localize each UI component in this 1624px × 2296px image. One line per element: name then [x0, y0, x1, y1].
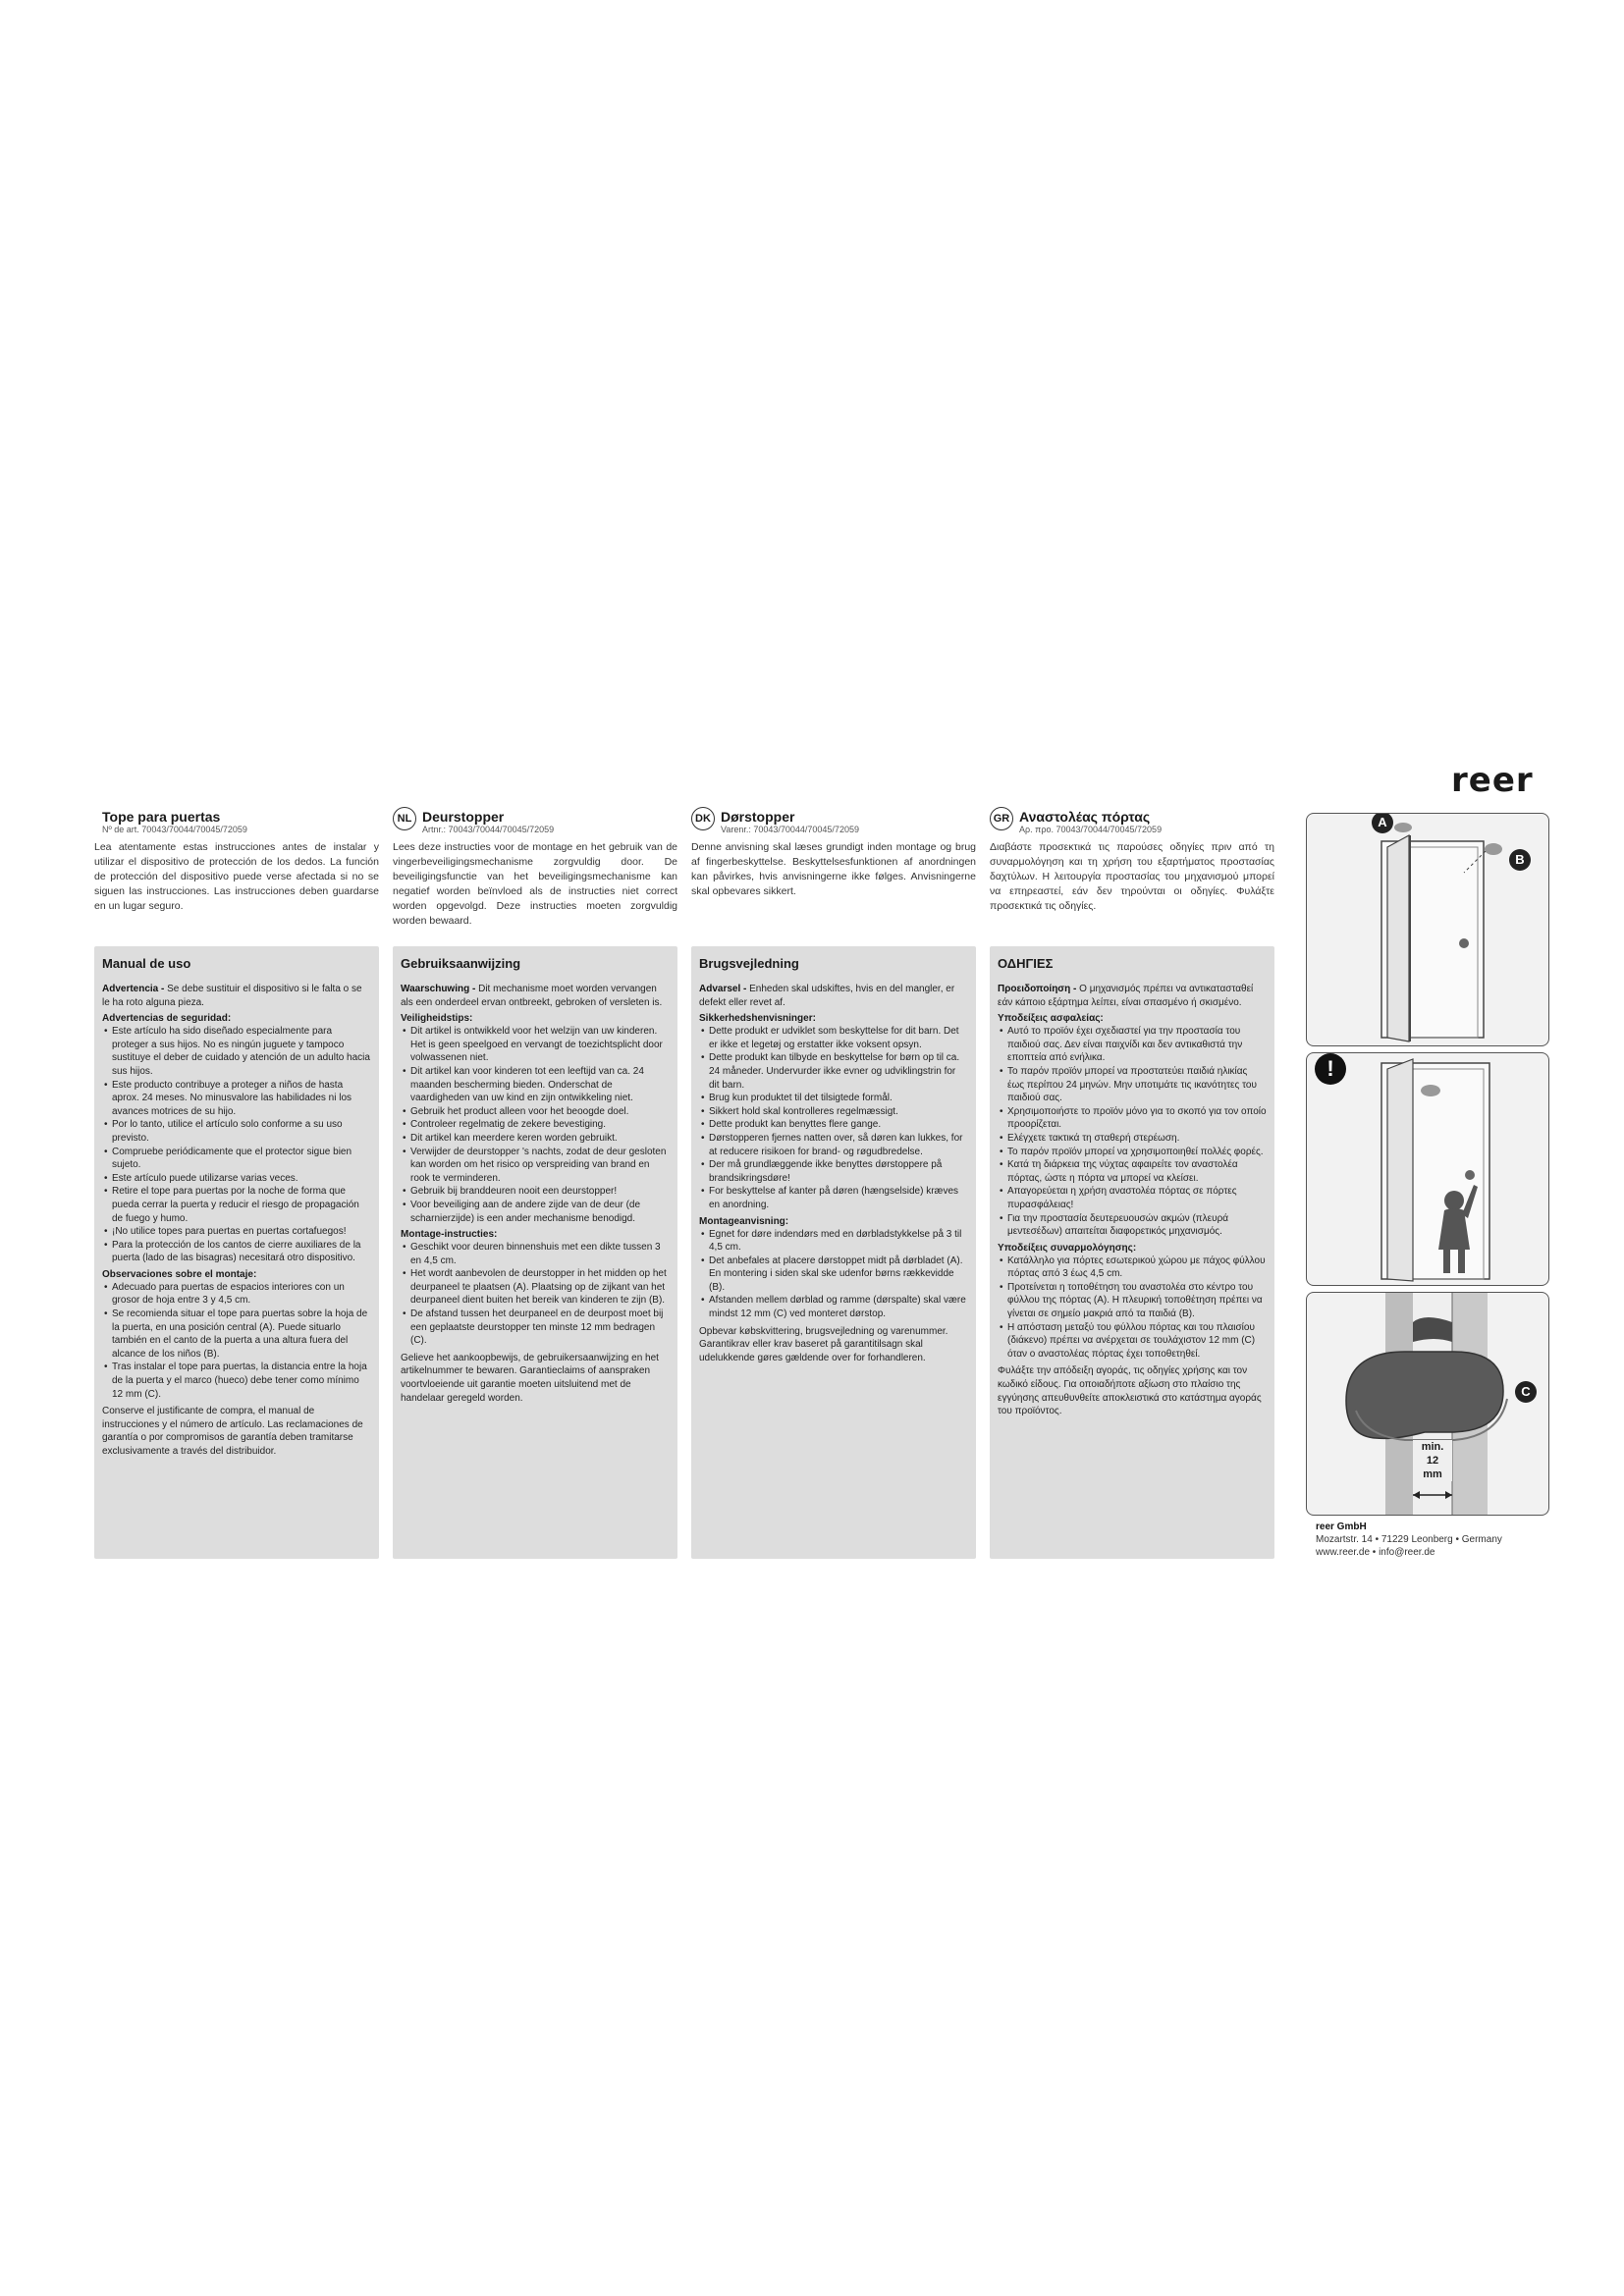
company-address: Mozartstr. 14 • 71229 Leonberg • Germany: [1316, 1534, 1502, 1545]
list-item: • Voor beveiliging aan de andere zijde van de deur (de scharnierzijde) is een ander mechanisme benodigd.: [410, 1199, 670, 1225]
article-gr: Αρ. προ. 70043/70044/70045/72059: [1019, 825, 1163, 834]
title-gr: Αναστολέας πόρτας: [1019, 809, 1151, 825]
paragraph: [102, 983, 371, 1009]
article-dk: Varenr.: 70043/70044/70045/72059: [721, 825, 859, 834]
paragraph: [998, 983, 1267, 1009]
list-item: • Κατά τη διάρκεια της νύχτας αφαιρείτε τον αναστολέα πόρτας, ώστε η πόρτα να μπορεί να κλείσει.: [1007, 1158, 1267, 1185]
figure-door-positions: [1306, 813, 1549, 1046]
list-item: • Este artículo ha sido diseñado especialmente para proteger a sus hijos. No es ningún juguete y tampoco sustituye el deber de cuidado y atención de un adulto hacia sus hijos.: [112, 1025, 371, 1078]
gap-unit: mm: [1423, 1468, 1442, 1480]
box-title-es: Manual de uso: [102, 956, 191, 971]
list-item: • Το παρόν προϊόν μπορεί να χρησιμοποιηθεί πολλές φορές.: [1007, 1146, 1267, 1159]
list-item: • Adecuado para puertas de espacios interiores con un grosor de hoja entre 3 y 4,5 cm.: [112, 1281, 371, 1308]
company-footer: [1316, 1521, 1502, 1559]
list-item: • Η απόσταση μεταξύ του φύλλου πόρτας και του πλαισίου (διάκενο) πρέπει να ανέρχεται σε τουλάχιστον 12 mm (C) όταν ο αναστολέας πόρτας έχει τοποθετηθεί.: [1007, 1321, 1267, 1362]
intro-dk: Denne anvisning skal læses grundigt inden montage og brug af fingerbeskyttelse. Beskyttelsesfunktionen af anordningen kan påvirkes, hvis anvisningerne ikke følges. Anvisningerne skal opbevares sikkert.: [691, 841, 976, 897]
paragraph-text: Dit mechanisme moet worden vervangen als een onderdeel ervan ontbreekt, gebroken of versleten is.: [401, 984, 663, 1008]
list-item: • Egnet for døre indendørs med en dørbladstykkelse på 3 til 4,5 cm.: [709, 1228, 968, 1255]
list-item: • Afstanden mellem dørblad og ramme (dørspalte) skal være mindst 12 mm (C) ved monteret dørstop.: [709, 1294, 968, 1320]
list-item: • Het wordt aanbevolen de deurstopper in het midden op het deurpaneel te plaatsen (A). Plaatsing op de zijkant van het deurpaneel dient buiten het bereik van kinderen te zijn (B).: [410, 1267, 670, 1308]
paragraph: [699, 1325, 968, 1365]
list-item: • Dit artikel is ontwikkeld voor het welzijn van uw kinderen. Het is geen speelgoed en vervangt de toezichtsplicht door volwassenen niet.: [410, 1025, 670, 1065]
box-title-dk: Brugsvejledning: [699, 956, 799, 971]
paragraph: [998, 1364, 1267, 1417]
column-nl: [393, 807, 677, 929]
list-item: • Este artículo puede utilizarse varias veces.: [112, 1172, 371, 1186]
label-c: C: [1515, 1381, 1537, 1403]
list-item: • For beskyttelse af kanter på døren (hængselside) kræves en anordning.: [709, 1185, 968, 1211]
section-heading: Montage-instructies:: [401, 1229, 498, 1241]
manual-box-nl: [393, 946, 677, 1559]
column-es: [94, 807, 379, 914]
bullet-list: [998, 1255, 1267, 1362]
list-item: • ¡No utilice topes para puertas en puertas cortafuegos!: [112, 1225, 371, 1239]
box-title-gr: ΟΔΗΓΙΕΣ: [998, 956, 1054, 971]
paragraph-text: Gelieve het aankoopbewijs, de gebruikersaanwijzing en het artikelnummer te bewaren. Garantieclaims of aanspraken voortvloeiende uit garantie moeten uitsluitend met de handelaar geregeld worden.: [401, 1352, 659, 1404]
list-item: • Αυτό το προϊόν έχει σχεδιαστεί για την προστασία του παιδιού σας. Δεν είναι παιχνίδι και δεν αντικαθιστά την εποπτεία από ενήλικα.: [1007, 1025, 1267, 1065]
stopper-gap-illustration: [1307, 1293, 1548, 1515]
child-door-illustration: [1307, 1053, 1548, 1285]
list-item: • Retire el tope para puertas por la noche de forma que pueda cerrar la puerta y reducir el riesgo de propagación de fuego y humo.: [112, 1185, 371, 1225]
section-heading: Observaciones sobre el montaje:: [102, 1268, 257, 1280]
label-a: A: [1372, 813, 1393, 833]
article-nl: Artnr.: 70043/70044/70045/72059: [422, 825, 555, 834]
list-item: • Χρησιμοποιήστε το προϊόν μόνο για το σκοπό για τον οποίο προορίζεται.: [1007, 1105, 1267, 1132]
paragraph-text: Ο μηχανισμός πρέπει να αντικατασταθεί εάν κάποιο εξάρτημα λείπει, είναι σπασμένο ή σκισμένο.: [998, 984, 1254, 1008]
section-heading: Advertencias de seguridad:: [102, 1013, 232, 1025]
list-item: • Dette produkt kan tilbyde en beskyttelse for børn op til ca. 24 måneder. Undervurder ikke evner og udviklingstrin for dit barn.: [709, 1051, 968, 1092]
list-item: • Para la protección de los cantos de cierre auxiliares de la puerta (lado de las bisagras) necesitará otro dispositivo.: [112, 1239, 371, 1265]
paragraph-lead: Προειδοποίηση -: [998, 984, 1077, 994]
manual-box-es: [94, 946, 379, 1559]
bullet-list: [401, 1241, 670, 1348]
list-item: • Dit artikel kan meerdere keren worden gebruikt.: [410, 1132, 670, 1146]
paragraph: [699, 983, 968, 1009]
list-item: • Κατάλληλο για πόρτες εσωτερικού χώρου με πάχος φύλλου πόρτας από 3 έως 4,5 cm.: [1007, 1255, 1267, 1281]
list-item: • Dette produkt er udviklet som beskyttelse for dit barn. Det er ikke et legetøj og erstatter ikke voksent opsyn.: [709, 1025, 968, 1051]
list-item: • Se recomienda situar el tope para puertas sobre la hoja de la puerta, en una posición central (A). Puede situarlo también en el canto de la puerta a una altura fuera del alcance de los niños (B).: [112, 1308, 371, 1361]
list-item: • Gebruik het product alleen voor het beoogde doel.: [410, 1105, 670, 1119]
paragraph-text: Conserve el justificante de compra, el manual de instrucciones y el número de artículo. Las reclamaciones de garantía o por compromisos de garantía deben tramitarse exclusivamente a través del distribuidor.: [102, 1406, 363, 1457]
paragraph-text: Se debe sustituir el dispositivo si le falta o se le ha roto alguna pieza.: [102, 984, 362, 1008]
list-item: • Verwijder de deurstopper 's nachts, zodat de deur gesloten kan worden om het risico op verspreiding van brand en rook te verminderen.: [410, 1146, 670, 1186]
title-dk: Dørstopper: [721, 809, 795, 825]
intro-nl: Lees deze instructies voor de montage en het gebruik van de vingerbeveiligingsmechanisme zorgvuldig door. De beveiligingsfunctie van het beveiligingsmechanisme kan negatief worden beïnvloed als de instructies niet correct worden opgevolgd. Deze instructies moeten zorgvuldig worden bewaard.: [393, 841, 677, 927]
list-item: • Sikkert hold skal kontrolleres regelmæssigt.: [709, 1105, 968, 1119]
list-item: • Το παρόν προϊόν μπορεί να προστατεύει παιδιά ηλικίας έως περίπου 24 μηνών. Μην υποτιμάτε τις ικανότητες του παιδιού σας.: [1007, 1065, 1267, 1105]
title-es: Tope para puertas: [102, 809, 221, 825]
paragraph-lead: Advertencia -: [102, 984, 165, 994]
column-dk: [691, 807, 976, 899]
door-illustration: [1307, 814, 1548, 1045]
gap-value: 12: [1426, 1455, 1439, 1467]
list-item: • Ελέγχετε τακτικά τη σταθερή στερέωση.: [1007, 1132, 1267, 1146]
column-gr: [990, 807, 1274, 914]
list-item: • Controleer regelmatig de zekere bevestiging.: [410, 1118, 670, 1132]
warning-icon: !: [1315, 1053, 1346, 1085]
list-item: • Για την προστασία δευτερευουσών ακμών (πλευρά μεντεσέδων) απαιτείται διαφορετικός μηχανισμός.: [1007, 1212, 1267, 1239]
title-nl: Deurstopper: [422, 809, 505, 825]
paragraph: [401, 1352, 670, 1405]
paragraph-lead: Waarschuwing -: [401, 984, 476, 994]
bullet-list: [699, 1025, 968, 1211]
company-web: www.reer.de • info@reer.de: [1316, 1547, 1435, 1558]
list-item: • Por lo tanto, utilice el artículo solo conforme a su uso previsto.: [112, 1118, 371, 1145]
section-heading: Υποδείξεις συναρμολόγησης:: [998, 1242, 1137, 1254]
paragraph-text: Opbevar købskvittering, brugsvejledning og varenummer. Garantikrav eller krav baseret på garantitilsagn skal udelukkende gøres gældende over for forhandleren.: [699, 1325, 948, 1363]
list-item: • Dit artikel kan voor kinderen tot een leeftijd van ca. 24 maanden bescherming bieden. Onderschat de vaardigheden van uw kind en zijn ontwikkeling niet.: [410, 1065, 670, 1105]
bullet-list: [401, 1025, 670, 1225]
paragraph-text: Φυλάξτε την απόδειξη αγοράς, τις οδηγίες χρήσης και τον κωδικό είδους. Για οποιαδήποτε αξίωση στο πλαίσιο της εγγύησης απευθυνθείτε αποκλειστικά στο κατάστημα αγοράς του προϊόντος.: [998, 1365, 1262, 1417]
article-es: Nº de art. 70043/70044/70045/72059: [102, 825, 247, 834]
paragraph: [102, 1405, 371, 1458]
label-b: B: [1509, 849, 1531, 871]
bullet-list: [998, 1025, 1267, 1239]
list-item: • Tras instalar el tope para puertas, la distancia entre la hoja de la puerta y el marco (hueco) debe tener como mínimo 12 mm (C).: [112, 1361, 371, 1401]
section-heading: Veiligheidstips:: [401, 1013, 473, 1025]
manual-box-dk: [691, 946, 976, 1559]
paragraph: [401, 983, 670, 1009]
bullet-list: [102, 1281, 371, 1401]
bullet-list: [699, 1228, 968, 1321]
list-item: • De afstand tussen het deurpaneel en de deurpost moet bij een geplaatste deurstopper ten minste 12 mm bedragen (C).: [410, 1308, 670, 1348]
language-badge-nl: NL: [393, 807, 416, 830]
gap-measurement: [1413, 1440, 1452, 1481]
paragraph-text: Enheden skal udskiftes, hvis en del mangler, er defekt eller revet af.: [699, 984, 955, 1008]
list-item: • Der må grundlæggende ikke benyttes dørstoppere på brandsikringsdøre!: [709, 1158, 968, 1185]
intro-gr: Διαβάστε προσεκτικά τις παρούσες οδηγίες πριν από τη συναρμολόγηση και τη χρήση του εξαρτήματος προστασίας δαχτύλων. Η λειτουργία προστασίας του μηχανισμού μπορεί να επηρεαστεί, εάν δεν τηρούνται οι οδηγίες. Φυλάξτε προσεκτικά τις οδηγίες.: [990, 841, 1274, 912]
bullet-list: [102, 1025, 371, 1265]
list-item: • Dette produkt kan benyttes flere gange.: [709, 1118, 968, 1132]
language-badge-gr: GR: [990, 807, 1013, 830]
list-item: • Compruebe periódicamente que el protector sigue bien sujeto.: [112, 1146, 371, 1172]
figure-warning-child: [1306, 1052, 1549, 1286]
brand-logo: reer: [1451, 761, 1534, 800]
figure-gap-detail: [1306, 1292, 1549, 1516]
intro-es: Lea atentamente estas instrucciones antes de instalar y utilizar el dispositivo de protección de los dedos. La función de protección del dispositivo puede verse afectada si no se siguen las instrucciones. Las instrucciones deben guardarse en un lugar seguro.: [94, 841, 379, 912]
gap-min-label: min.: [1421, 1441, 1444, 1453]
list-item: • Dørstopperen fjernes natten over, så døren kan lukkes, for at reducere risikoen for brand- og røgudbredelse.: [709, 1132, 968, 1158]
section-heading: Montageanvisning:: [699, 1215, 789, 1227]
box-title-nl: Gebruiksaanwijzing: [401, 956, 521, 971]
list-item: • Προτείνεται η τοποθέτηση του αναστολέα στο κέντρο του φύλλου της πόρτας (A). Η πλευρική τοποθέτηση πρέπει να γίνεται σε σημείο μακριά από τα παιδιά (B).: [1007, 1281, 1267, 1321]
list-item: • Gebruik bij branddeuren nooit een deurstopper!: [410, 1185, 670, 1199]
manual-box-gr: [990, 946, 1274, 1559]
list-item: • Απαγορεύεται η χρήση αναστολέα πόρτας σε πόρτες πυρασφάλειας!: [1007, 1185, 1267, 1211]
list-item: • Brug kun produktet til det tilsigtede formål.: [709, 1092, 968, 1105]
paragraph-lead: Advarsel -: [699, 984, 747, 994]
list-item: • Este producto contribuye a proteger a niños de hasta aprox. 24 meses. No minusvalore las habilidades ni los avances motrices de su hijo.: [112, 1079, 371, 1119]
list-item: • Geschikt voor deuren binnenshuis met een dikte tussen 3 en 4,5 cm.: [410, 1241, 670, 1267]
section-heading: Υποδείξεις ασφαλείας:: [998, 1013, 1104, 1025]
language-badge-dk: DK: [691, 807, 715, 830]
list-item: • Det anbefales at placere dørstoppet midt på dørbladet (A). En montering i siden skal ske udenfor børns rækkevidde (B).: [709, 1255, 968, 1295]
company-name: reer GmbH: [1316, 1522, 1367, 1532]
section-heading: Sikkerhedshenvisninger:: [699, 1013, 816, 1025]
